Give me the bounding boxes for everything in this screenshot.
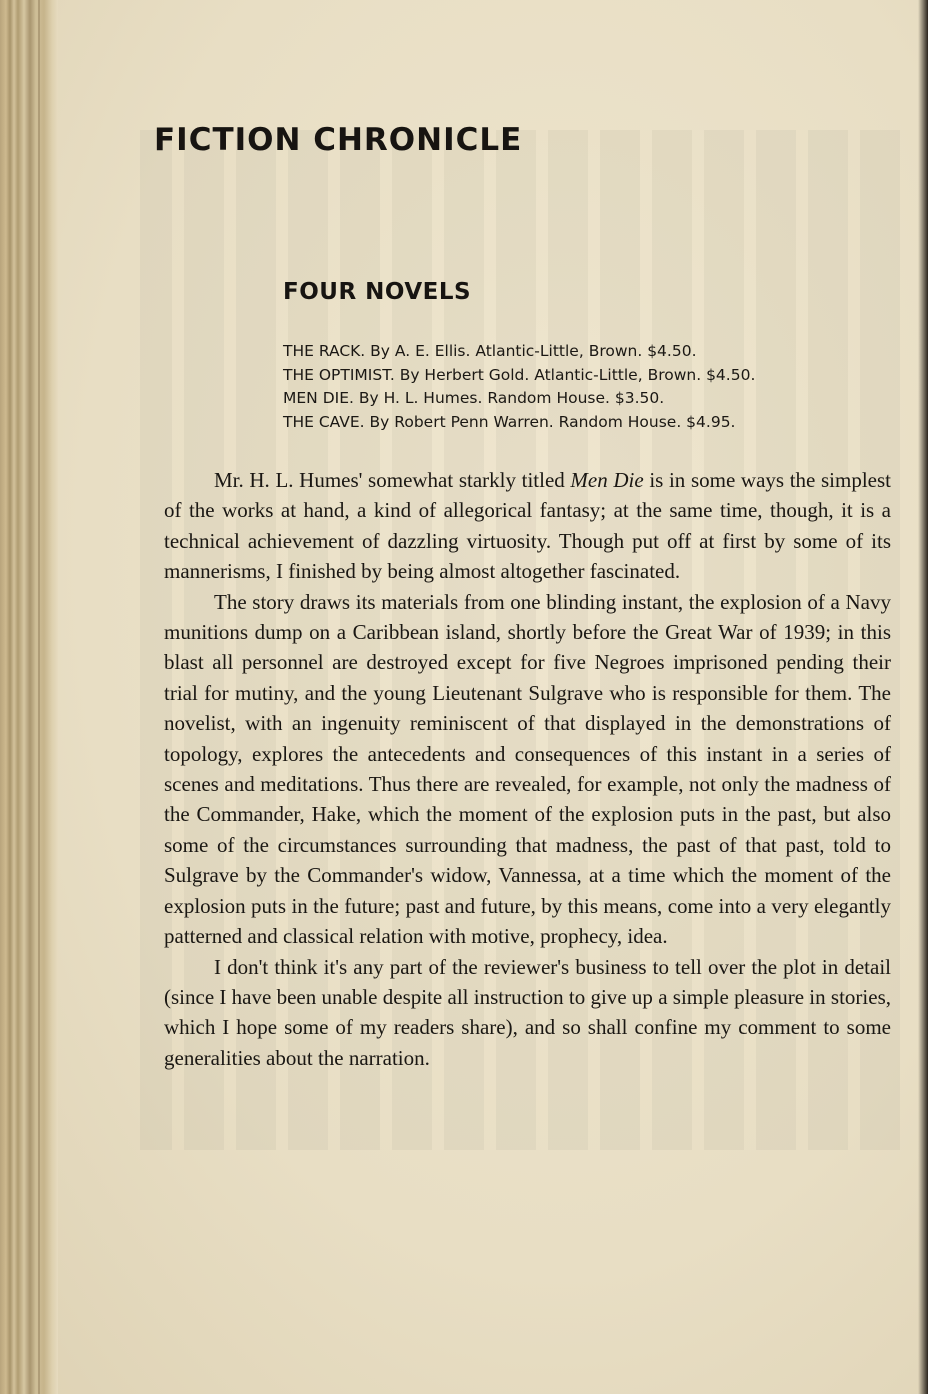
book-entry: THE OPTIMIST. By Herbert Gold. Atlantic-Little, Brown. $4.50. xyxy=(283,365,756,384)
paragraph-text: is in some ways the simplest of the works at hand, a kind of allegorical fantasy; at the same time, though, it is a technical achievement of dazzling virtuosity. Though put off at first by some of its mannerisms, I finished by being almost altogether fascinated. xyxy=(164,468,891,584)
paragraph: The story draws its materials from one blinding instant, the explosion of a Navy munitions dump on a Caribbean island, shortly before the Great War of 1939; in this blast all personnel are destroyed except for five Negroes imprisoned pending their trial for mutiny, and the young Lieutenant Sulgrave who is responsible for them. The novelist, with an ingenuity reminiscent of that displayed in the demonstrations of topology, explores the antecedents and consequences of this instant in a series of scenes and meditations. Thus there are revealed, for example, not only the madness of the Commander, Hake, which the moment of the explosion puts in the past, but also some of the circumstances surrounding that madness, the past of that past, told to Sulgrave by the Commander's widow, Vannessa, at a time which the moment of the explosion puts in the future; past and future, by this means, come into a very elegantly patterned and classical relation with motive, prophecy, idea. xyxy=(164,589,891,949)
paragraph: I don't think it's any part of the reviewer's business to tell over the plot in detail (since I have been unable despite all instruction to give up a simple pleasure in stories, which I hope some of my readers share), and so shall confine my comment to some generalities about the narration. xyxy=(164,954,891,1070)
article-subheading: FOUR NOVELS xyxy=(283,279,472,305)
paragraph-text: Mr. H. L. Humes' somewhat starkly titled xyxy=(214,468,571,492)
book-title: Men Die xyxy=(570,468,644,492)
section-heading: FICTION CHRONICLE xyxy=(154,122,523,158)
page-edge-shadow xyxy=(918,0,928,1394)
book-list xyxy=(283,340,755,434)
book-entry: MEN DIE. By H. L. Humes. Random House. $3.50. xyxy=(283,389,665,407)
paragraph xyxy=(164,465,891,587)
article-body xyxy=(164,465,891,1073)
book-spine xyxy=(0,0,58,1394)
book-entry: THE RACK. By A. E. Ellis. Atlantic-Little, Brown. $4.50. xyxy=(283,342,697,360)
book-entry: THE CAVE. By Robert Penn Warren. Random House. $4.95. xyxy=(283,412,736,431)
